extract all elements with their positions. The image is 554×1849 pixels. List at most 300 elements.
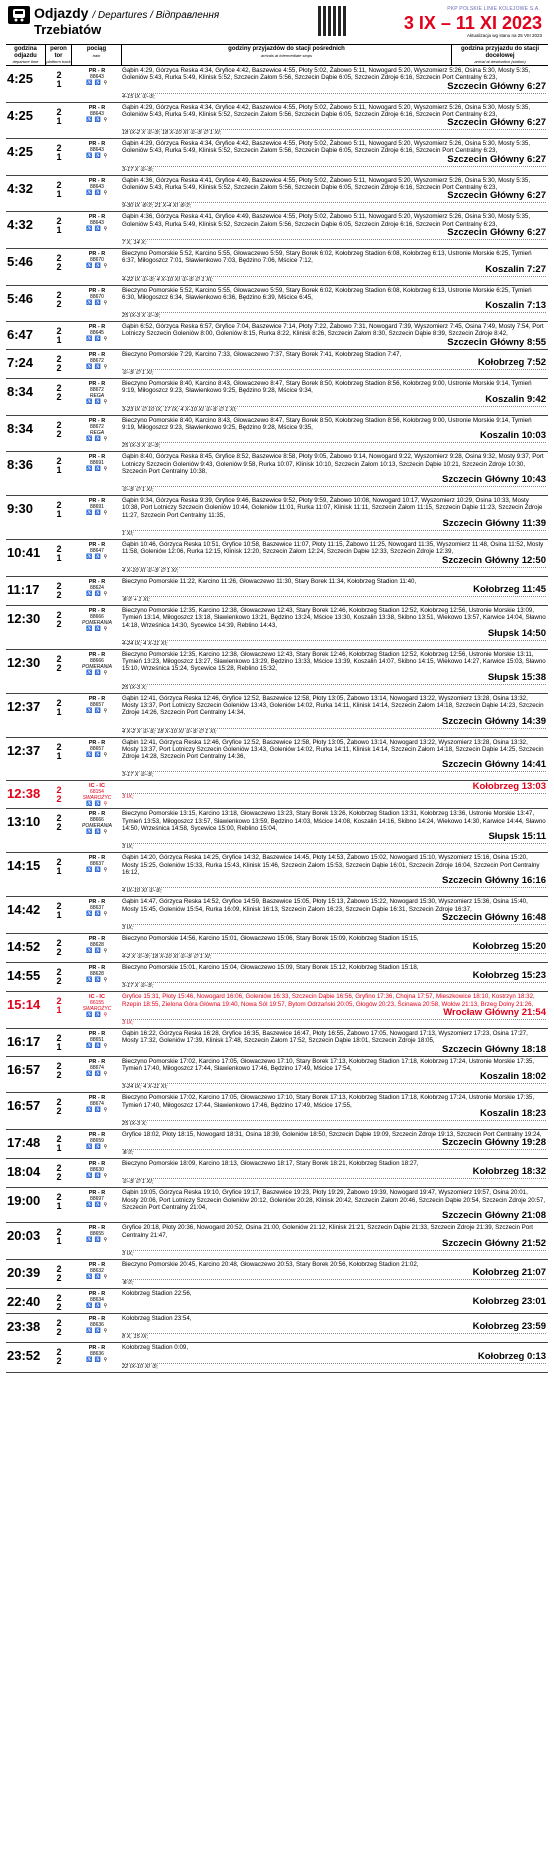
destination: Szczecin Główny 10:43: [441, 474, 546, 486]
intermediate-stops: Bieczyno Pomorskie 18:09, Karcino 18:13, Głowaczewo 18:17, Stary Borek 18:21, Kołobrzeg Stadion 18:27,: [122, 1160, 419, 1168]
operating-days-note: 4-2 X ①-⑤; 18 X-10 XI ①-⑤ ∅ 1 XI;: [122, 953, 546, 961]
amenity-icons: ♿ ♿ ⚲: [86, 1143, 108, 1150]
departure-time: 16:17: [7, 1034, 41, 1050]
operating-days-note: 25 IX-3 X;: [122, 1120, 546, 1128]
departure-row: [6, 416, 548, 453]
departure-row: [6, 496, 548, 540]
update-note: Aktualizacja wg stanu na 25 VIII 2023: [466, 33, 542, 38]
destination: Kołobrzeg 23:59: [472, 1321, 546, 1333]
amenity-icons: ♿ ♿ ⚲: [86, 262, 108, 269]
amenity-icons: ♿ ♿ ⚲: [86, 153, 108, 160]
amenity-icons: ♿ ♿ ⚲: [86, 1357, 108, 1364]
track-number: 1: [56, 1142, 62, 1153]
platform-number: 2: [56, 500, 62, 511]
platform-track: [46, 1315, 72, 1341]
platform-track: [46, 1290, 72, 1312]
departure-time: 12:37: [7, 698, 41, 714]
operating-days-note: 4 X-10 XI ①-⑤ ∅ 1 XI;: [122, 567, 546, 575]
train-carrier: PR - R: [88, 1131, 106, 1138]
train-carrier: PR - R: [88, 935, 106, 942]
train-number: 88628: [90, 971, 104, 978]
destination: Szczecin Główny 6:27: [447, 80, 546, 92]
platform-number: 2: [56, 106, 62, 117]
operating-days-note: 3-17 X ①-⑤;: [122, 166, 546, 174]
departure-row: [6, 379, 548, 416]
platform-track: [46, 351, 72, 377]
train-info: [72, 250, 122, 284]
train-number: 88670: [90, 256, 104, 263]
track-number: 2: [56, 362, 62, 373]
platform-number: 2: [56, 1097, 62, 1108]
train-carrier: PR - R: [88, 811, 106, 818]
train-carrier: PR - R: [88, 1095, 106, 1102]
operating-days-note: 3-23 IX ∅ 10 IX, 17 IX; 4 X-10 XI ①-⑤ ∅ 1 XI;: [122, 406, 546, 414]
train-number: 88643: [90, 220, 104, 227]
route-info: [122, 993, 548, 1027]
departure-row: [6, 963, 548, 992]
train-carrier: PR - R: [88, 695, 106, 702]
departure-row: [6, 1057, 548, 1094]
platform-number: 2: [56, 1192, 62, 1203]
route-info: [122, 177, 548, 211]
amenity-icons: ♿ ♿ ⚲: [86, 1303, 108, 1310]
intermediate-stops: Gąbin 4:29, Górzyca Reska 4:34, Gryfice 4:42, Baszewice 4:55, Płoty 5:02, Żabowo 5:11, Nowogard 5:20, Wyszomierz 5:26, Osina 5:30, Mosty 5:35, Goleniów 5:43, Rurka 5:49, Klinisk 5:52, Szczecin Załom 5:56, Szczecin Dąbie 6:05, Szczecin Zdroje 6:16, Szczecin Port Centralny 6:23,: [122, 67, 531, 82]
train-number: 88643: [90, 110, 104, 117]
platform-track: [46, 695, 72, 736]
platform-track: [46, 541, 72, 575]
amenity-icons: ♿ ♿ ⚲: [86, 867, 108, 874]
departures-list: [6, 66, 548, 1373]
train-number: 88651: [90, 1037, 104, 1044]
platform-number: 2: [56, 179, 62, 190]
platform-number: 2: [56, 326, 62, 337]
platform-number: 2: [56, 1347, 62, 1358]
amenity-icons: ♿ ♿ ⚲: [86, 1237, 108, 1244]
track-number: 1: [56, 115, 62, 126]
destination: Szczecin Główny 21:08: [441, 1210, 546, 1222]
destination: Kołobrzeg 13:03: [472, 781, 546, 793]
route-info: [122, 607, 548, 648]
train-carrier: PR - R: [88, 607, 106, 614]
train-info: [72, 1290, 122, 1312]
train-info: [72, 1224, 122, 1258]
intermediate-stops: Bieczyno Pomorskie 8:40, Karcino 8:43, Głowaczewo 8:47, Stary Borek 8:50, Kołobrzeg Stadion 8:56, Kołobrzeg 9:00, Ustronie Morskie 9:14, Tymień 9:19, Miłogoszcz 9:23, Sławienkowo 9:25, Będzino 9:28, Mścice 9:35,: [122, 416, 532, 431]
intermediate-stops: Gąbin 8:40, Górzyca Reska 8:45, Gryfice 8:52, Baszewice 8:58, Płoty 9:05, Żabowo 9:14, Nowogard 9:22, Wyszomierz 9:28, Osina 9:32, Mosty 9:37, Port Lotniczy Szczecin Goleniów 9:43, Goleniów 9:58, Rurka 10:07, Klinisk 10:10, Szczecin Załom 10:13, Szczecin Dąbie 10:21, Szczecin Zdroje 10:30, Szczecin Port Centralny 10:38,: [122, 453, 544, 475]
amenity-icons: ♿ ♿ ⚲: [86, 1202, 108, 1209]
destination: Koszalin 9:42: [485, 393, 546, 405]
departure-time: 4:32: [7, 180, 34, 196]
intermediate-stops: Kołobrzeg Stadion 22:56,: [122, 1290, 192, 1298]
route-info: [122, 1030, 548, 1055]
train-name: POMERANIA: [81, 663, 112, 670]
track-number: 2: [56, 428, 62, 439]
departure-row: [6, 1159, 548, 1188]
route-info: [122, 1094, 548, 1128]
departure-row: [6, 350, 548, 379]
train-name: REGA: [89, 393, 105, 400]
operating-days-note: 4-24 IX; 4 X-11 XI;: [122, 640, 546, 648]
intermediate-stops: Bieczyno Pomorskie 12:35, Karcino 12:38, Głowaczewo 12:43, Stary Borek 12:46, Kołobrzeg Stadion 12:52, Kołobrzeg 12:56, Ustronie Morskie 13:09, Tymień 13:14, Miłogoszcz 13:18, Sławienkowo 13:21, Będzino 13:24, Mścice 13:30, Koszalin 13:38, Skibno 13:51, Wiekowo 13:57, Karwice 14:04, Sławno 14:18, Wrześnica 14:30, Sycewice 14:39, Reblino 14:43,: [122, 606, 546, 629]
operating-days-note: 3-17 X ①-⑤;: [122, 982, 546, 990]
platform-track: [46, 964, 72, 990]
departure-time: 12:30: [7, 610, 41, 626]
departure-time: 12:37: [7, 742, 41, 758]
train-number: 88655: [90, 1231, 104, 1238]
train-carrier: PR - R: [88, 1031, 106, 1038]
departure-row: [6, 897, 548, 934]
amenity-icons: ♿ ♿ ⚲: [86, 1328, 108, 1335]
intermediate-stops: Gąbin 12:41, Górzyca Reska 12:46, Gryfice 12:52, Baszewice 12:58, Płoty 13:05, Żabowo 13:14, Nowogard 13:22, Wyszomierz 13:28, Osina 13:32, Mosty 13:37, Port Lotniczy Szczecin Goleniów 13:43, Goleniów 14:02, Rurka 14:11, Klinisk 14:14, Szczecin Załom 14:18, Szczecin Dąbie 14:23, Szczecin Zdroje 14:26, Szczecin Port Centralny 14:34,: [122, 694, 544, 717]
departure-row: [6, 1289, 548, 1314]
amenity-icons: ♿ ♿ ⚲: [86, 751, 108, 758]
train-info: [72, 651, 122, 692]
departure-time: 4:25: [7, 71, 34, 86]
train-info: [72, 417, 122, 451]
train-carrier: PR - R: [88, 498, 106, 505]
train-carrier: PR - R: [88, 542, 106, 549]
operating-days-note: ⑥⑦ + 1 XI;: [122, 596, 546, 604]
destination: Szczecin Główny 16:48: [441, 911, 546, 923]
destination: Koszalin 18:02: [480, 1071, 546, 1083]
departure-row: [6, 1223, 548, 1260]
train-number: 88659: [90, 1137, 104, 1144]
platform-number: 2: [56, 1060, 62, 1071]
train-info: [72, 140, 122, 174]
destination: Kołobrzeg 23:01: [472, 1296, 546, 1308]
destination: Kołobrzeg 15:23: [472, 970, 546, 982]
platform-number: 2: [56, 996, 62, 1007]
platform-track: [46, 1030, 72, 1055]
train-info: [72, 695, 122, 736]
platform-track: [46, 1131, 72, 1157]
train-number: 88628: [90, 941, 104, 948]
departure-row: [6, 1343, 548, 1372]
departure-time: 17:48: [7, 1134, 41, 1150]
col-train: pociąg train: [72, 45, 122, 65]
train-carrier: IC - IC: [89, 783, 105, 790]
departure-row: [6, 1093, 548, 1130]
track-number: 2: [56, 794, 62, 805]
route-info: [122, 1261, 548, 1287]
destination: Kołobrzeg 18:32: [472, 1166, 546, 1178]
track-number: 1: [56, 553, 62, 564]
train-number: 88643: [90, 147, 104, 154]
train-name: POMERANIA: [81, 619, 112, 626]
operating-days-note: 4 X-2 X ①-⑤; 18 X-10 XI ①-⑤ ∅ 1 XI;: [122, 728, 546, 736]
destination: Kołobrzeg 7:52: [477, 357, 546, 369]
platform-number: 2: [56, 216, 62, 227]
train-carrier: PR - R: [88, 250, 106, 257]
departure-time: 16:57: [7, 1061, 41, 1077]
route-info: [122, 578, 548, 604]
platform-track: [46, 782, 72, 807]
amenity-icons: ♿ ♿ ⚲: [86, 435, 108, 442]
track-number: 1: [56, 79, 62, 89]
platform-number: 2: [56, 580, 62, 591]
track-number: 2: [56, 1172, 62, 1183]
destination: Szczecin Główny 19:28: [441, 1137, 546, 1149]
destination: Kołobrzeg 15:20: [472, 941, 546, 953]
departure-row: [6, 1029, 548, 1057]
route-info: [122, 323, 548, 348]
track-number: 2: [56, 392, 62, 403]
amenity-icons: ♿ ♿ ⚲: [86, 510, 108, 517]
departure-row: [6, 452, 548, 496]
platform-number: 2: [56, 1227, 62, 1238]
intermediate-stops: Gąbin 14:47, Górzyca Reska 14:52, Gryfice 14:59, Baszewice 15:05, Płoty 15:13, Żabowo 15:22, Nowogard 15:30, Wyszomierz 15:36, Osina 15:40, Mosty 15:45, Goleniów 15:54, Rurka 16:09, Klinisk 16:13, Szczecin Załom 16:23, Szczecin Dąbie 16:31, Szczecin Zdroje 16:37,: [122, 898, 528, 913]
route-info: [122, 351, 548, 377]
route-info: [122, 1290, 548, 1312]
departure-time: 18:04: [7, 1164, 41, 1180]
track-number: 1: [56, 866, 62, 877]
train-number: 88643: [90, 74, 104, 80]
destination: Słupsk 15:38: [487, 671, 546, 683]
track-number: 2: [56, 618, 62, 629]
track-number: 1: [56, 509, 62, 520]
train-carrier: PR - R: [88, 287, 106, 294]
track-number: 1: [56, 225, 62, 236]
platform-number: 2: [56, 456, 62, 467]
departure-row: [6, 1314, 548, 1343]
operating-days-note: 4-15 IX ①-⑤;: [122, 93, 546, 101]
train-number: 88634: [90, 1297, 104, 1304]
destination: Szczecin Główny 6:27: [447, 190, 546, 202]
route-info: [122, 1344, 548, 1370]
departure-row: [6, 322, 548, 350]
train-number: 88643: [90, 183, 104, 190]
train-number: 88624: [90, 584, 104, 591]
track-number: 2: [56, 1069, 62, 1080]
intermediate-stops: Kołobrzeg Stadion 23:54,: [122, 1315, 192, 1323]
platform-number: 2: [56, 353, 62, 364]
train-carrier: PR - R: [88, 578, 106, 585]
train-number: 88630: [90, 1167, 104, 1174]
train-number: 88637: [90, 861, 104, 868]
departure-time: 23:38: [7, 1319, 41, 1335]
train-info: [72, 1344, 122, 1370]
train-info: [72, 1131, 122, 1157]
platform-track: [46, 578, 72, 604]
intermediate-stops: Gryfice 18:02, Płoty 18:15, Nowogard 18:31, Osina 18:39, Goleniów 18:50, Szczecin Dąbie 19:09, Szczecin Zdroje 19:13, Szczecin Port Centralny 19:24,: [122, 1130, 542, 1138]
operating-days-note: 3-24 IX; 4 X-11 XI;: [122, 1083, 546, 1091]
departure-time: 6:47: [7, 327, 34, 343]
amenity-icons: ♿ ♿ ⚲: [86, 911, 108, 918]
track-number: 2: [56, 261, 62, 272]
operating-days-note: ①-⑤ ∅ 1 XI;: [122, 486, 546, 494]
departure-row: [6, 540, 548, 577]
train-info: [72, 1058, 122, 1092]
amenity-icons: ♿ ♿ ⚲: [86, 977, 108, 984]
train-info: [72, 854, 122, 895]
platform-track: [46, 67, 72, 101]
train-number: 88697: [90, 1196, 104, 1203]
destination: Koszalin 18:23: [480, 1107, 546, 1119]
route-info: [122, 1315, 548, 1341]
amenity-icons: ♿ ♿ ⚲: [86, 829, 108, 836]
departure-row: [6, 992, 548, 1029]
track-number: 1: [56, 1005, 62, 1016]
intermediate-stops: Bieczyno Pomorskie 17:02, Karcino 17:05, Głowaczewo 17:10, Stary Borek 17:13, Kołobrzeg Stadion 17:18, Kołobrzeg 17:24, Ustronie Morskie 17:35, Tymień 17:40, Miłogoszcz 17:44, Sławienkowo 17:46, Będzino 17:49, Mścice 17:55,: [122, 1094, 535, 1109]
departure-time: 9:30: [7, 501, 34, 517]
train-info: [72, 453, 122, 494]
operating-days-note: 3-17 X ①-⑤;: [122, 771, 546, 779]
train-number: 88636: [90, 1322, 104, 1329]
train-info: [72, 964, 122, 990]
track-number: 2: [56, 298, 62, 309]
train-info: [72, 739, 122, 780]
route-info: [122, 854, 548, 895]
train-number: 88657: [90, 701, 104, 708]
departure-time: 12:38: [7, 786, 41, 802]
train-info: [72, 993, 122, 1027]
intermediate-stops: Bieczyno Pomorskie 7:29, Karcino 7:33, Głowaczewo 7:37, Stary Borek 7:41, Kołobrzeg Stadion 7:47,: [122, 350, 402, 358]
train-info: [72, 104, 122, 138]
route-info: [122, 287, 548, 321]
route-info: [122, 810, 548, 851]
route-info: [122, 935, 548, 961]
route-info: [122, 250, 548, 284]
route-info: [122, 1224, 548, 1258]
train-number: 88691: [90, 504, 104, 511]
platform-track: [46, 898, 72, 932]
train-number: 88645: [90, 330, 104, 337]
train-carrier: PR - R: [88, 1316, 106, 1323]
track-number: 2: [56, 822, 62, 833]
platform-number: 2: [56, 785, 62, 796]
amenity-icons: ♿ ♿ ⚲: [86, 669, 108, 676]
track-number: 2: [56, 662, 62, 673]
amenity-icons: ♿ ♿ ⚲: [86, 226, 108, 233]
route-info: [122, 380, 548, 414]
intermediate-stops: Bieczyno Pomorskie 5:52, Karcino 5:55, Głowaczewo 5:59, Stary Borek 6:02, Kołobrzeg Stadion 6:08, Kołobrzeg 6:13, Ustronie Morskie 6:25, Tymień 6:37, Miłogoszcz 7:01, Sławienkowo 7:03, Będzino 7:06, Mścice 7:12,: [122, 249, 532, 265]
destination: Koszalin 7:13: [485, 300, 546, 312]
train-number: 88672: [90, 387, 104, 394]
platform-track: [46, 453, 72, 494]
departure-row: [6, 1188, 548, 1223]
route-info: [122, 140, 548, 174]
departure-time: 4:32: [7, 217, 34, 233]
train-number: 88637: [90, 905, 104, 912]
amenity-icons: ♿ ♿ ⚲: [86, 554, 108, 561]
train-carrier: PR - R: [88, 1291, 106, 1298]
departure-row: [6, 934, 548, 963]
station-name: Trzebiatów: [34, 22, 102, 37]
qr-code-icon: [318, 6, 348, 36]
route-info: [122, 213, 548, 247]
train-carrier: PR - R: [88, 1345, 106, 1352]
operating-days-note: 1 XI;: [122, 530, 546, 538]
platform-number: 2: [56, 544, 62, 555]
amenity-icons: ♿ ♿ ⚲: [86, 189, 108, 196]
train-carrier: PR - R: [88, 454, 106, 461]
platform-number: 2: [56, 1293, 62, 1304]
route-info: [122, 964, 548, 990]
departure-row: [6, 212, 548, 249]
destination: Szczecin Główny 21:52: [441, 1237, 546, 1249]
departure-row: [6, 577, 548, 606]
departure-row: [6, 738, 548, 782]
platform-number: 2: [56, 1163, 62, 1174]
platform-number: 2: [56, 1033, 62, 1044]
operating-days-note: 7 X, 14 X;: [122, 239, 546, 247]
route-info: [122, 1131, 548, 1157]
platform-track: [46, 810, 72, 851]
amenity-icons: ♿ ♿ ⚲: [86, 801, 108, 808]
destination: Szczecin Główny 6:27: [447, 117, 546, 129]
train-info: [72, 1030, 122, 1055]
platform-number: 2: [56, 937, 62, 948]
departure-row: [6, 1260, 548, 1289]
train-info: [72, 810, 122, 851]
train-info: [72, 782, 122, 807]
platform-track: [46, 651, 72, 692]
route-info: [122, 1058, 548, 1092]
train-carrier: PR - R: [88, 104, 106, 111]
departure-time: 4:25: [7, 107, 34, 123]
column-headers: [6, 44, 548, 66]
train-carrier: PR - R: [88, 899, 106, 906]
departure-time: 5:46: [7, 253, 34, 269]
platform-number: 2: [56, 70, 62, 80]
train-carrier: PR - R: [88, 177, 106, 184]
departure-time: 14:52: [7, 938, 41, 954]
track-number: 1: [56, 465, 62, 476]
track-number: 2: [56, 946, 62, 957]
train-info: [72, 323, 122, 348]
route-info: [122, 898, 548, 932]
platform-track: [46, 1224, 72, 1258]
train-number: 88657: [90, 745, 104, 752]
departure-time: 13:10: [7, 814, 41, 830]
platform-number: 2: [56, 289, 62, 300]
destination: Szczecin Główny 8:55: [447, 336, 546, 348]
train-number: 88674: [90, 1101, 104, 1108]
amenity-icons: ♿ ♿ ⚲: [86, 1273, 108, 1280]
platform-track: [46, 213, 72, 247]
train-number: 88647: [90, 548, 104, 555]
platform-track: [46, 1058, 72, 1092]
intermediate-stops: Bieczyno Pomorskie 15:01, Karcino 15:04, Głowaczewo 15:09, Stary Borek 15:12, Kołobrzeg Stadion 15:18,: [122, 964, 419, 972]
intermediate-stops: Gąbin 14:20, Górzyca Reska 14:25, Gryfice 14:32, Baszewice 14:45, Płoty 14:53, Żabowo 15:02, Nowogard 15:10, Wyszomierz 15:16, Osina 15:20, Mosty 15:25, Goleniów 15:33, Rurka 15:43, Klinisk 15:46, Szczecin Załom 15:53, Szczecin Dąbie 16:01, Szczecin Zdroje 16:04, Szczecin Port Centralny 16:12,: [122, 854, 540, 876]
intermediate-stops: Bieczyno Pomorskie 14:56, Karcino 15:01, Głowaczewo 15:06, Stary Borek 15:09, Kołobrzeg Stadion 15:15,: [122, 934, 419, 942]
destination: Słupsk 14:50: [487, 627, 546, 639]
destination: Szczecin Główny 11:39: [442, 518, 546, 530]
operating-days-note: 3 IX;: [122, 793, 546, 801]
route-info: [122, 104, 548, 138]
departure-time: 8:34: [7, 384, 34, 400]
track-number: 2: [56, 1302, 62, 1313]
train-number: 86155: [90, 1000, 104, 1007]
train-carrier: PR - R: [88, 68, 106, 74]
destination: Szczecin Główny 14:39: [441, 715, 546, 727]
train-name: SWAROŻYC: [82, 1006, 112, 1013]
train-carrier: PR - R: [88, 141, 106, 148]
track-number: 1: [56, 750, 62, 761]
amenity-icons: ♿ ♿ ⚲: [86, 363, 108, 370]
platform-track: [46, 250, 72, 284]
route-info: [122, 497, 548, 538]
track-number: 1: [56, 188, 62, 199]
platform-track: [46, 1261, 72, 1287]
departure-row: [6, 809, 548, 853]
train-number: 68154: [90, 789, 104, 796]
operating-days-note: 18 IX-2 X ①-⑤; 18 X-10 XI ①-⑤ ∅ 1 XI;: [122, 129, 546, 137]
platform-track: [46, 1160, 72, 1186]
train-carrier: PR - R: [88, 965, 106, 972]
operating-days-note: 4-22 IX ①-⑤; 4 X-10 XI ①-⑤ ∅ 1 XI;: [122, 276, 546, 284]
departure-row: [6, 249, 548, 286]
amenity-icons: ♿ ♿ ⚲: [86, 399, 108, 406]
